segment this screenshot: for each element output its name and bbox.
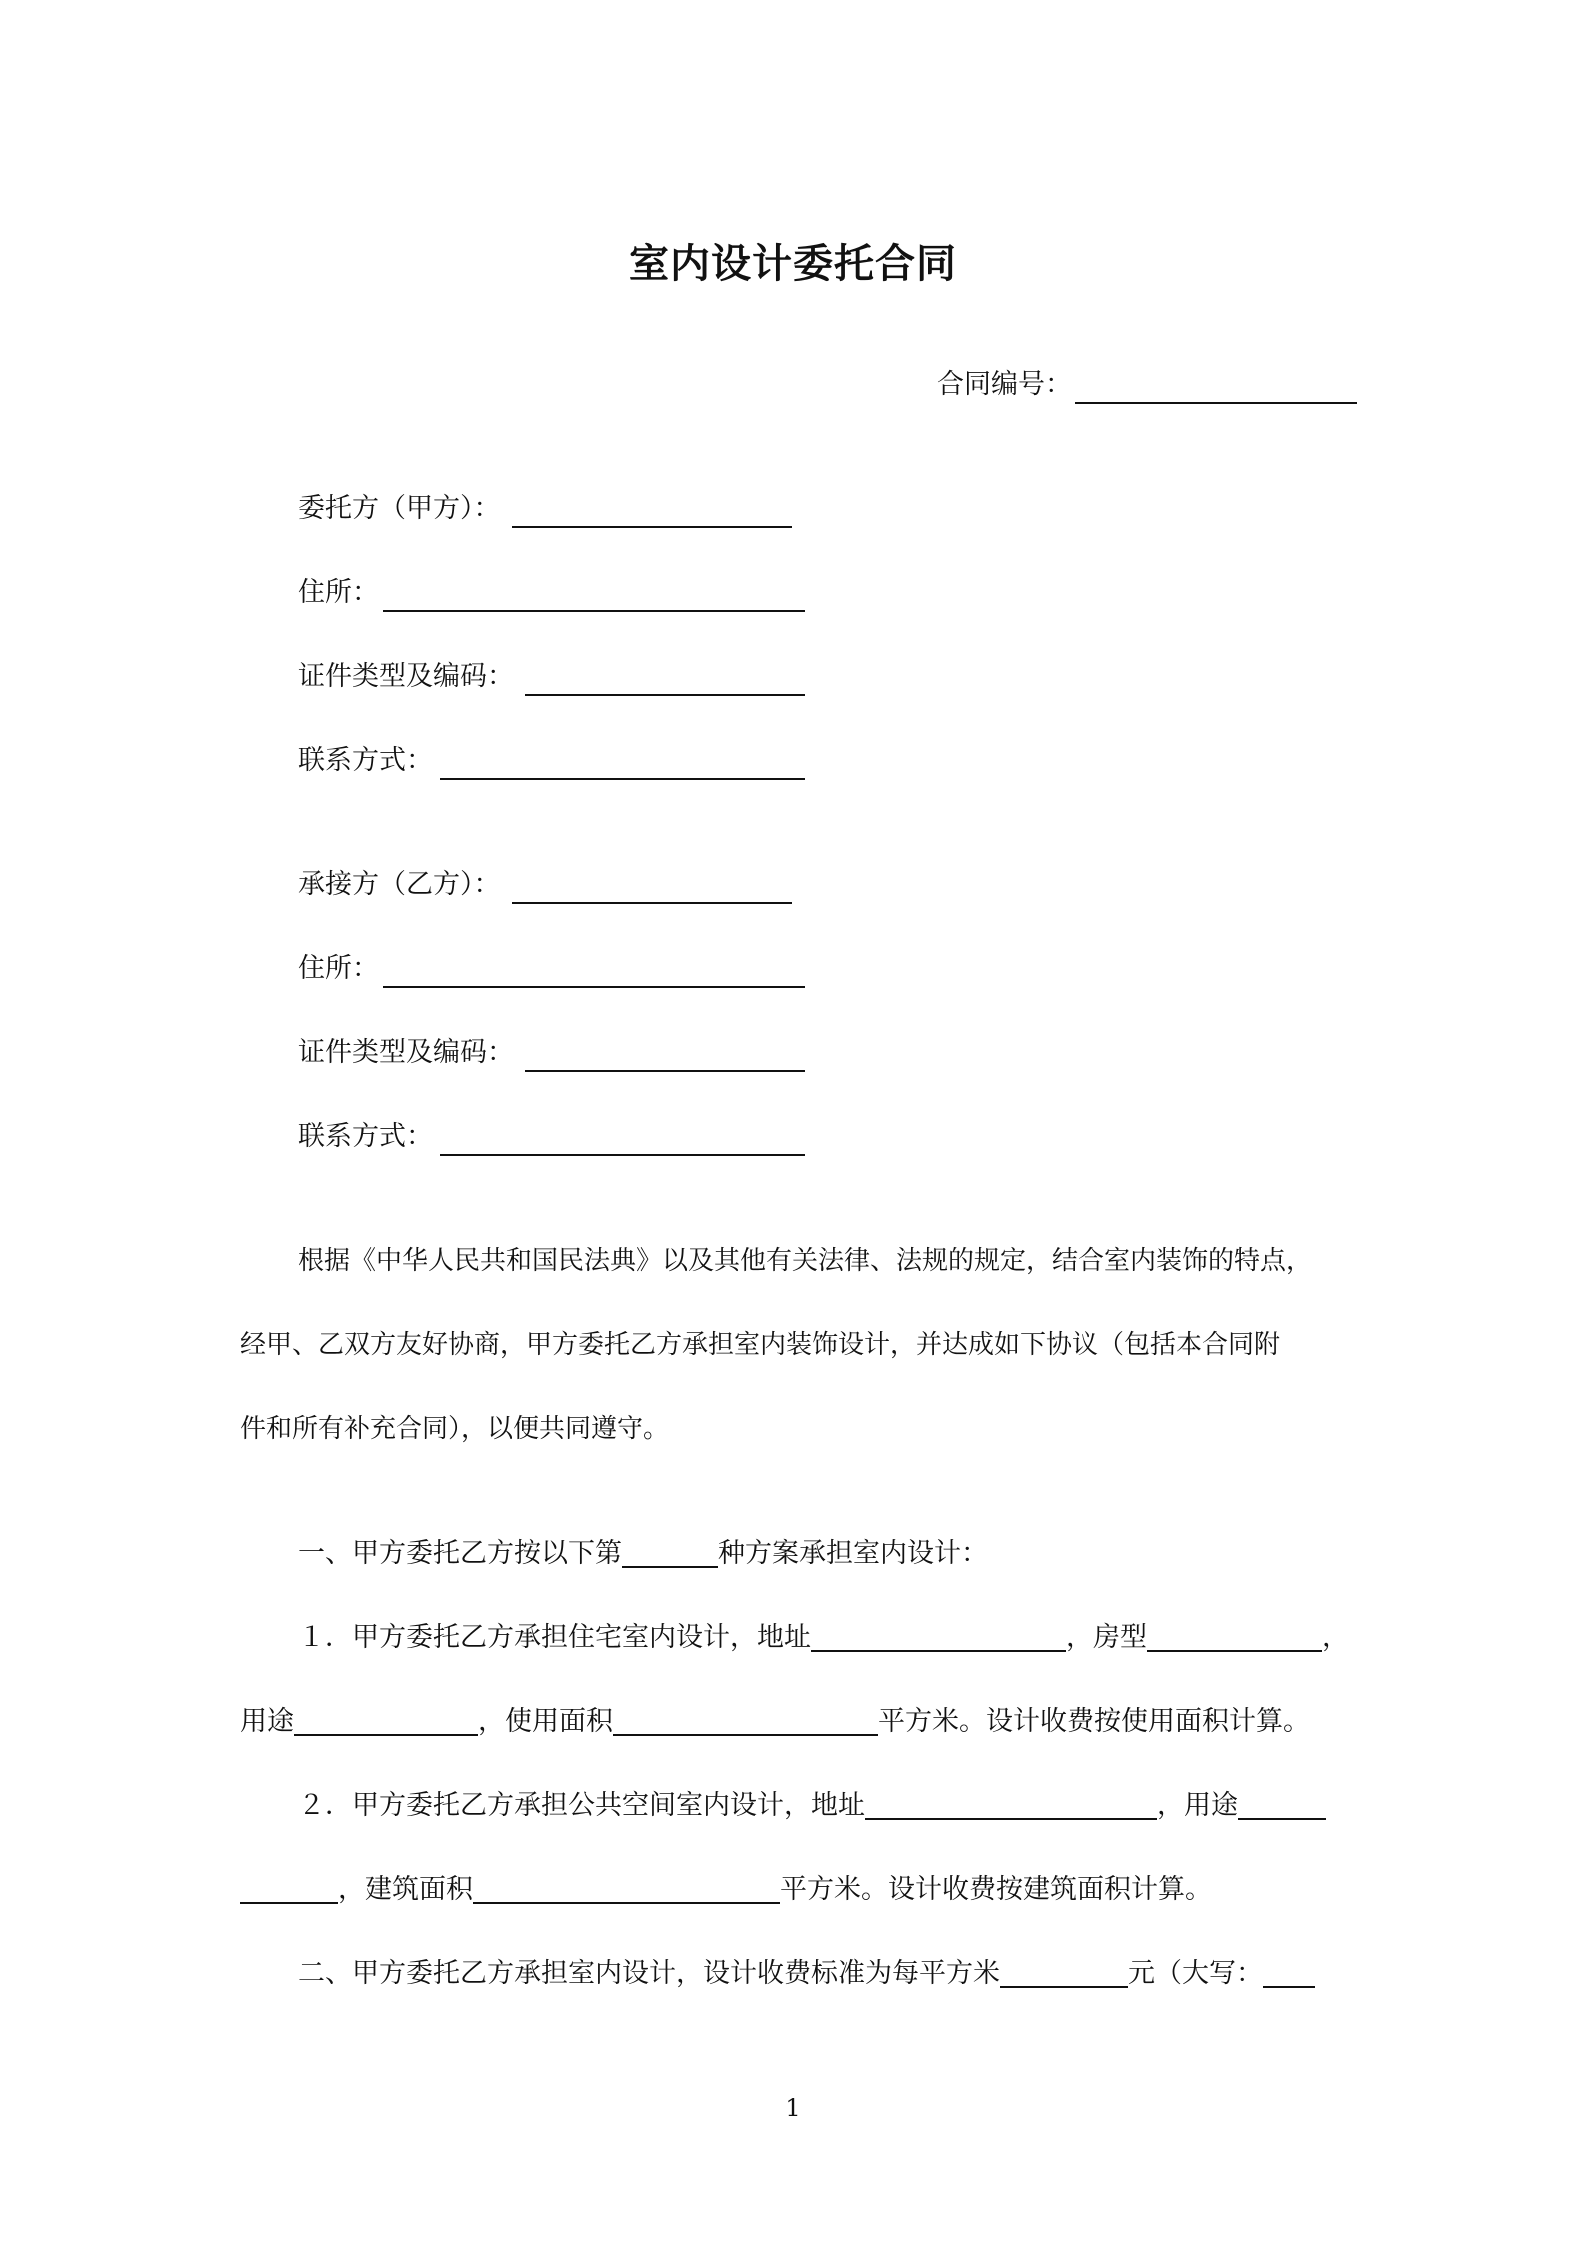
item-1-text-c: ，: [1322, 1622, 1349, 1653]
document-title: 室内设计委托合同: [629, 241, 957, 287]
public-space-usage-blank-2[interactable]: [240, 1872, 338, 1904]
party-a-contact-blank[interactable]: [440, 778, 805, 780]
clause-1: [298, 1535, 988, 1573]
party-b-id-blank[interactable]: [525, 1070, 805, 1072]
public-space-usage-blank-1[interactable]: [1238, 1788, 1326, 1820]
residence-address-blank[interactable]: [811, 1620, 1066, 1652]
room-type-blank[interactable]: [1147, 1620, 1322, 1652]
contract-number-blank[interactable]: [1075, 402, 1357, 404]
building-area-blank[interactable]: [473, 1872, 780, 1904]
party-a-heading: 委托方（甲方）：: [298, 493, 501, 524]
public-space-address-blank[interactable]: [865, 1788, 1157, 1820]
party-b-address-label: 住所：: [298, 953, 379, 984]
party-a-contact-label: 联系方式：: [298, 745, 433, 776]
item-2-line-1: [298, 1787, 1326, 1825]
item-1-text-d: 用途: [240, 1706, 294, 1737]
item-2-text-a: ２．甲方委托乙方承担公共空间室内设计，地址: [298, 1790, 865, 1821]
item-2-line-2: [240, 1871, 1212, 1909]
item-1-text-f: 平方米。设计收费按使用面积计算。: [878, 1706, 1310, 1737]
party-b-name-blank[interactable]: [512, 902, 792, 904]
clause-1-text-a: 一、甲方委托乙方按以下第: [298, 1538, 622, 1569]
usable-area-blank[interactable]: [613, 1704, 878, 1736]
party-b-contact-label: 联系方式：: [298, 1121, 433, 1152]
item-1-text-e: ，使用面积: [478, 1706, 613, 1737]
page-number: 1: [785, 2094, 801, 2122]
party-b-address-blank[interactable]: [383, 986, 805, 988]
party-a-name-blank[interactable]: [512, 526, 792, 528]
preamble-line-2: 经甲、乙双方友好协商，甲方委托乙方承担室内装饰设计，并达成如下协议（包括本合同附: [240, 1330, 1281, 1360]
preamble-line-1: 根据《中华人民共和国民法典》以及其他有关法律、法规的规定，结合室内装饰的特点，: [298, 1246, 1313, 1276]
item-1-line-2: [240, 1703, 1310, 1741]
item-2-text-c: ，建筑面积: [338, 1874, 473, 1905]
fee-per-sqm-blank[interactable]: [1000, 1956, 1128, 1988]
preamble-line-3: 件和所有补充合同），以便共同遵守。: [240, 1414, 670, 1444]
item-1-text-b: ，房型: [1066, 1622, 1147, 1653]
item-1-text-a: １．甲方委托乙方承担住宅室内设计，地址: [298, 1622, 811, 1653]
scheme-number-blank[interactable]: [622, 1536, 718, 1568]
item-2-text-d: 平方米。设计收费按建筑面积计算。: [780, 1874, 1212, 1905]
party-b-contact-blank[interactable]: [440, 1154, 805, 1156]
party-a-id-blank[interactable]: [525, 694, 805, 696]
item-1-line-1: [298, 1619, 1349, 1657]
contract-number-label: 合同编号：: [937, 369, 1072, 400]
party-b-heading: 承接方（乙方）：: [298, 869, 501, 900]
clause-1-text-b: 种方案承担室内设计：: [718, 1538, 988, 1569]
residence-usage-blank[interactable]: [294, 1704, 478, 1736]
party-a-id-label: 证件类型及编码：: [298, 661, 514, 692]
party-a-address-blank[interactable]: [383, 610, 805, 612]
clause-2: [298, 1955, 1315, 1993]
clause-2-text-b: 元（大写：: [1128, 1958, 1263, 1989]
item-2-text-b: ，用途: [1157, 1790, 1238, 1821]
fee-in-words-blank[interactable]: [1263, 1956, 1315, 1988]
clause-2-text-a: 二、甲方委托乙方承担室内设计，设计收费标准为每平方米: [298, 1958, 1000, 1989]
party-b-id-label: 证件类型及编码：: [298, 1037, 514, 1068]
party-a-address-label: 住所：: [298, 577, 379, 608]
